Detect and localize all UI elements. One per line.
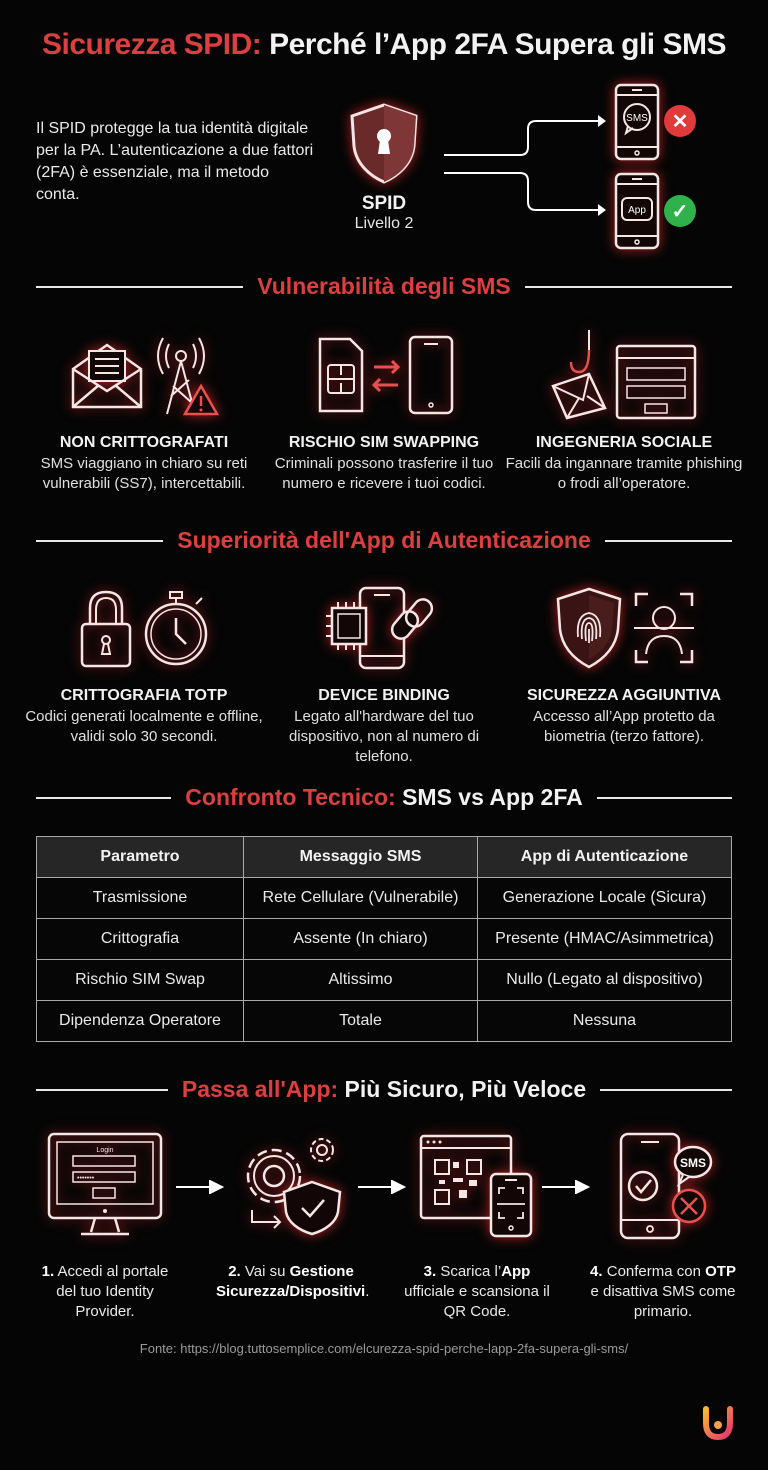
otp-disable-sms-icon (613, 1132, 713, 1240)
section-heading-steps: Passa all'App: Più Sicuro, Più Veloce (36, 1076, 732, 1103)
source-link[interactable]: Fonte: https://blog.tuttosemplice.com/elcurezza-spid-perche-lapp-2fa-supera-gli-sms/ (139, 1341, 629, 1356)
spid-badge (338, 102, 430, 233)
divider (600, 1089, 732, 1091)
vulnerability-card: RISCHIO SIM SWAPPING Criminali possono trasferire il tuo numero e ricevere i tuoi codici. (264, 330, 504, 494)
brand-logo-icon (700, 1405, 736, 1441)
arrow-right-icon (358, 1180, 408, 1194)
svg-text:SMS: SMS (679, 1156, 707, 1170)
phishing-icon (549, 330, 699, 420)
column-header: Parametro (37, 837, 244, 878)
divider (597, 797, 732, 799)
comparison-table (36, 836, 732, 1042)
step-item: Login ••••••• 1. Accedi al portale del tuo Identity Provider. (30, 1130, 180, 1322)
table-header-row (37, 837, 732, 878)
divider (36, 1089, 168, 1091)
divider (525, 286, 732, 288)
vulnerability-card: INGEGNERIA SOCIALE Facili da ingannare tramite phishing o frodi all’operatore. (504, 330, 744, 494)
svg-text:App: App (628, 205, 646, 216)
face-scan-icon (634, 592, 694, 664)
phone-app-icon (614, 172, 660, 250)
arrow-right-icon (176, 1180, 226, 1194)
step-item: SMS 4. Conferma con OTP e disattiva SMS come primario. (588, 1130, 738, 1322)
table-row: Trasmissione Rete Cellulare (Vulnerabile) Generazione Locale (Sicura) (37, 878, 732, 919)
vulnerabilities-list (0, 330, 768, 494)
gear-shield-icon (236, 1136, 346, 1236)
section-heading-advantages: Superiorità dell'App di Autenticazione (36, 527, 732, 554)
shield-keyhole-icon (346, 102, 422, 186)
stopwatch-icon (144, 588, 210, 668)
column-header: Messaggio SMS (244, 837, 478, 878)
advantage-card: CRITTOGRAFIA TOTP Codici generati localmente e offline, validi solo 30 secondi. (24, 583, 264, 767)
sms-phone (614, 83, 660, 166)
step-item: 2. Vai su Gestione Sicurezza/Dispositivi. (216, 1130, 366, 1322)
intro-text: Il SPID protegge la tua identità digitale per la PA. L’autenticazione a due fattori (2FA) è essenziale, ma il metodo conta. (36, 120, 314, 203)
vulnerability-card: NON CRITTOGRAFATI SMS viaggiano in chiaro su reti vulnerabili (SS7), intercettabili. (24, 330, 264, 494)
check-icon: ✓ (664, 195, 696, 227)
x-icon: ✕ (664, 105, 696, 137)
divider (36, 797, 171, 799)
spid-label: SPID (361, 193, 407, 214)
svg-text:SMS: SMS (626, 113, 648, 124)
padlock-icon (78, 588, 134, 668)
antenna-warning-icon (155, 334, 219, 416)
branch-arrows (440, 110, 610, 230)
section-heading-comparison: Confronto Tecnico: SMS vs App 2FA (36, 784, 732, 811)
spid-level: Livello 2 (354, 215, 414, 232)
steps-list (0, 1130, 768, 1322)
fingerprint-shield-icon (554, 587, 624, 669)
advantage-card: SICUREZZA AGGIUNTIVA Accesso all’App protetto da biometria (terzo fattore). (504, 583, 744, 767)
svg-text:•••••••: ••••••• (77, 1175, 95, 1182)
column-header: App di Autenticazione (478, 837, 732, 878)
qr-scan-icon (419, 1134, 535, 1238)
table-row: Dipendenza Operatore Totale Nessuna (37, 1001, 732, 1042)
divider (36, 286, 243, 288)
arrow-right-icon (542, 1180, 592, 1194)
advantages-list (0, 583, 768, 767)
advantage-card: DEVICE BINDING Legato all'hardware del tuo dispositivo, non al numero di telefono. (264, 583, 504, 767)
divider (605, 540, 732, 542)
svg-text:Login: Login (96, 1147, 114, 1154)
envelope-icon (69, 339, 145, 411)
step-item: 3. Scarica l’App ufficiale e scansiona il QR Code. (402, 1130, 552, 1322)
phone-sms-icon (614, 83, 660, 161)
device-binding-icon (324, 586, 444, 670)
sim-swap-icon (312, 335, 456, 415)
app-phone (614, 172, 660, 255)
table-row: Rischio SIM Swap Altissimo Nullo (Legato al dispositivo) (37, 960, 732, 1001)
section-heading-vulnerabilities: Vulnerabilità degli SMS (36, 273, 732, 300)
table-row: Crittografia Assente (In chiaro) Presente (HMAC/Asimmetrica) (37, 919, 732, 960)
page-title: Sicurezza SPID: Perché l’App 2FA Supera gli SMS (42, 28, 726, 61)
computer-login-icon (47, 1132, 163, 1240)
divider (36, 540, 163, 542)
